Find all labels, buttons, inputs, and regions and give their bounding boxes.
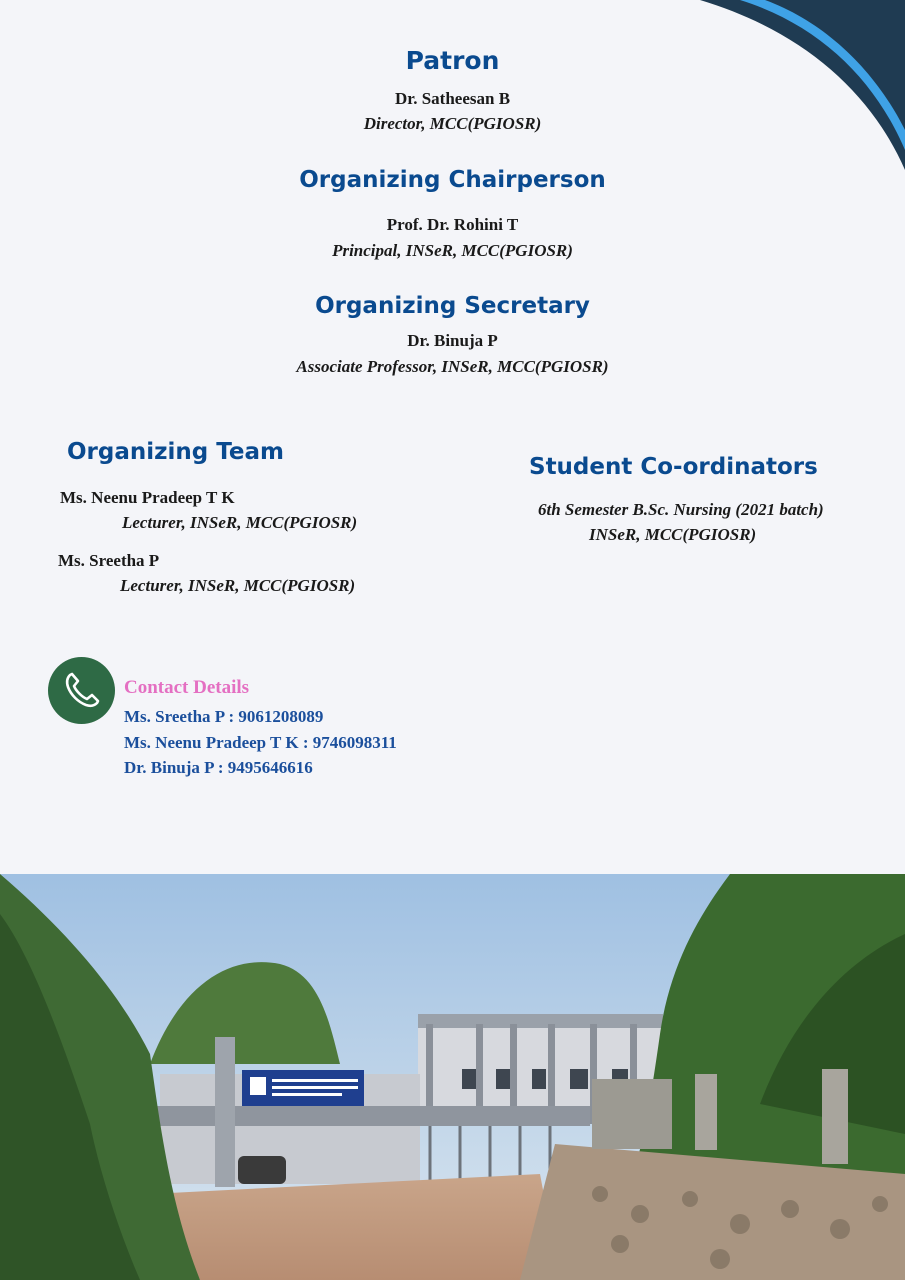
contact-line: Ms. Sreetha P : 9061208089 bbox=[124, 707, 324, 726]
chairperson-role: Principal, INSeR, MCC(PGIOSR) bbox=[332, 241, 573, 260]
secretary-heading: Organizing Secretary bbox=[315, 293, 590, 319]
team-heading: Organizing Team bbox=[67, 439, 284, 465]
students-program: 6th Semester B.Sc. Nursing (2021 batch) bbox=[538, 500, 824, 519]
contact-title: Contact Details bbox=[124, 677, 250, 698]
phone-icon-circle bbox=[48, 657, 115, 724]
team-member-name: Ms. Sreetha P bbox=[58, 551, 160, 570]
secretary-name: Dr. Binuja P bbox=[407, 331, 498, 350]
contact-line: Ms. Neenu Pradeep T K : 9746098311 bbox=[124, 733, 397, 752]
campus-photo bbox=[0, 874, 905, 1280]
students-heading: Student Co-ordinators bbox=[529, 454, 818, 480]
patron-name: Dr. Satheesan B bbox=[394, 89, 511, 108]
patron-role: Director, MCC(PGIOSR) bbox=[363, 114, 542, 133]
patron-heading: Patron bbox=[405, 46, 500, 75]
students-institution: INSeR, MCC(PGIOSR) bbox=[589, 525, 757, 544]
contact-line: Dr. Binuja P : 9495646616 bbox=[124, 758, 313, 777]
secretary-role: Associate Professor, INSeR, MCC(PGIOSR) bbox=[296, 357, 609, 376]
team-member-role: Lecturer, INSeR, MCC(PGIOSR) bbox=[122, 513, 358, 532]
phone-icon bbox=[48, 657, 115, 724]
chairperson-name: Prof. Dr. Rohini T bbox=[386, 215, 519, 234]
chairperson-heading: Organizing Chairperson bbox=[299, 167, 606, 193]
team-member-role: Lecturer, INSeR, MCC(PGIOSR) bbox=[120, 576, 356, 595]
team-member-name: Ms. Neenu Pradeep T K bbox=[60, 488, 235, 507]
